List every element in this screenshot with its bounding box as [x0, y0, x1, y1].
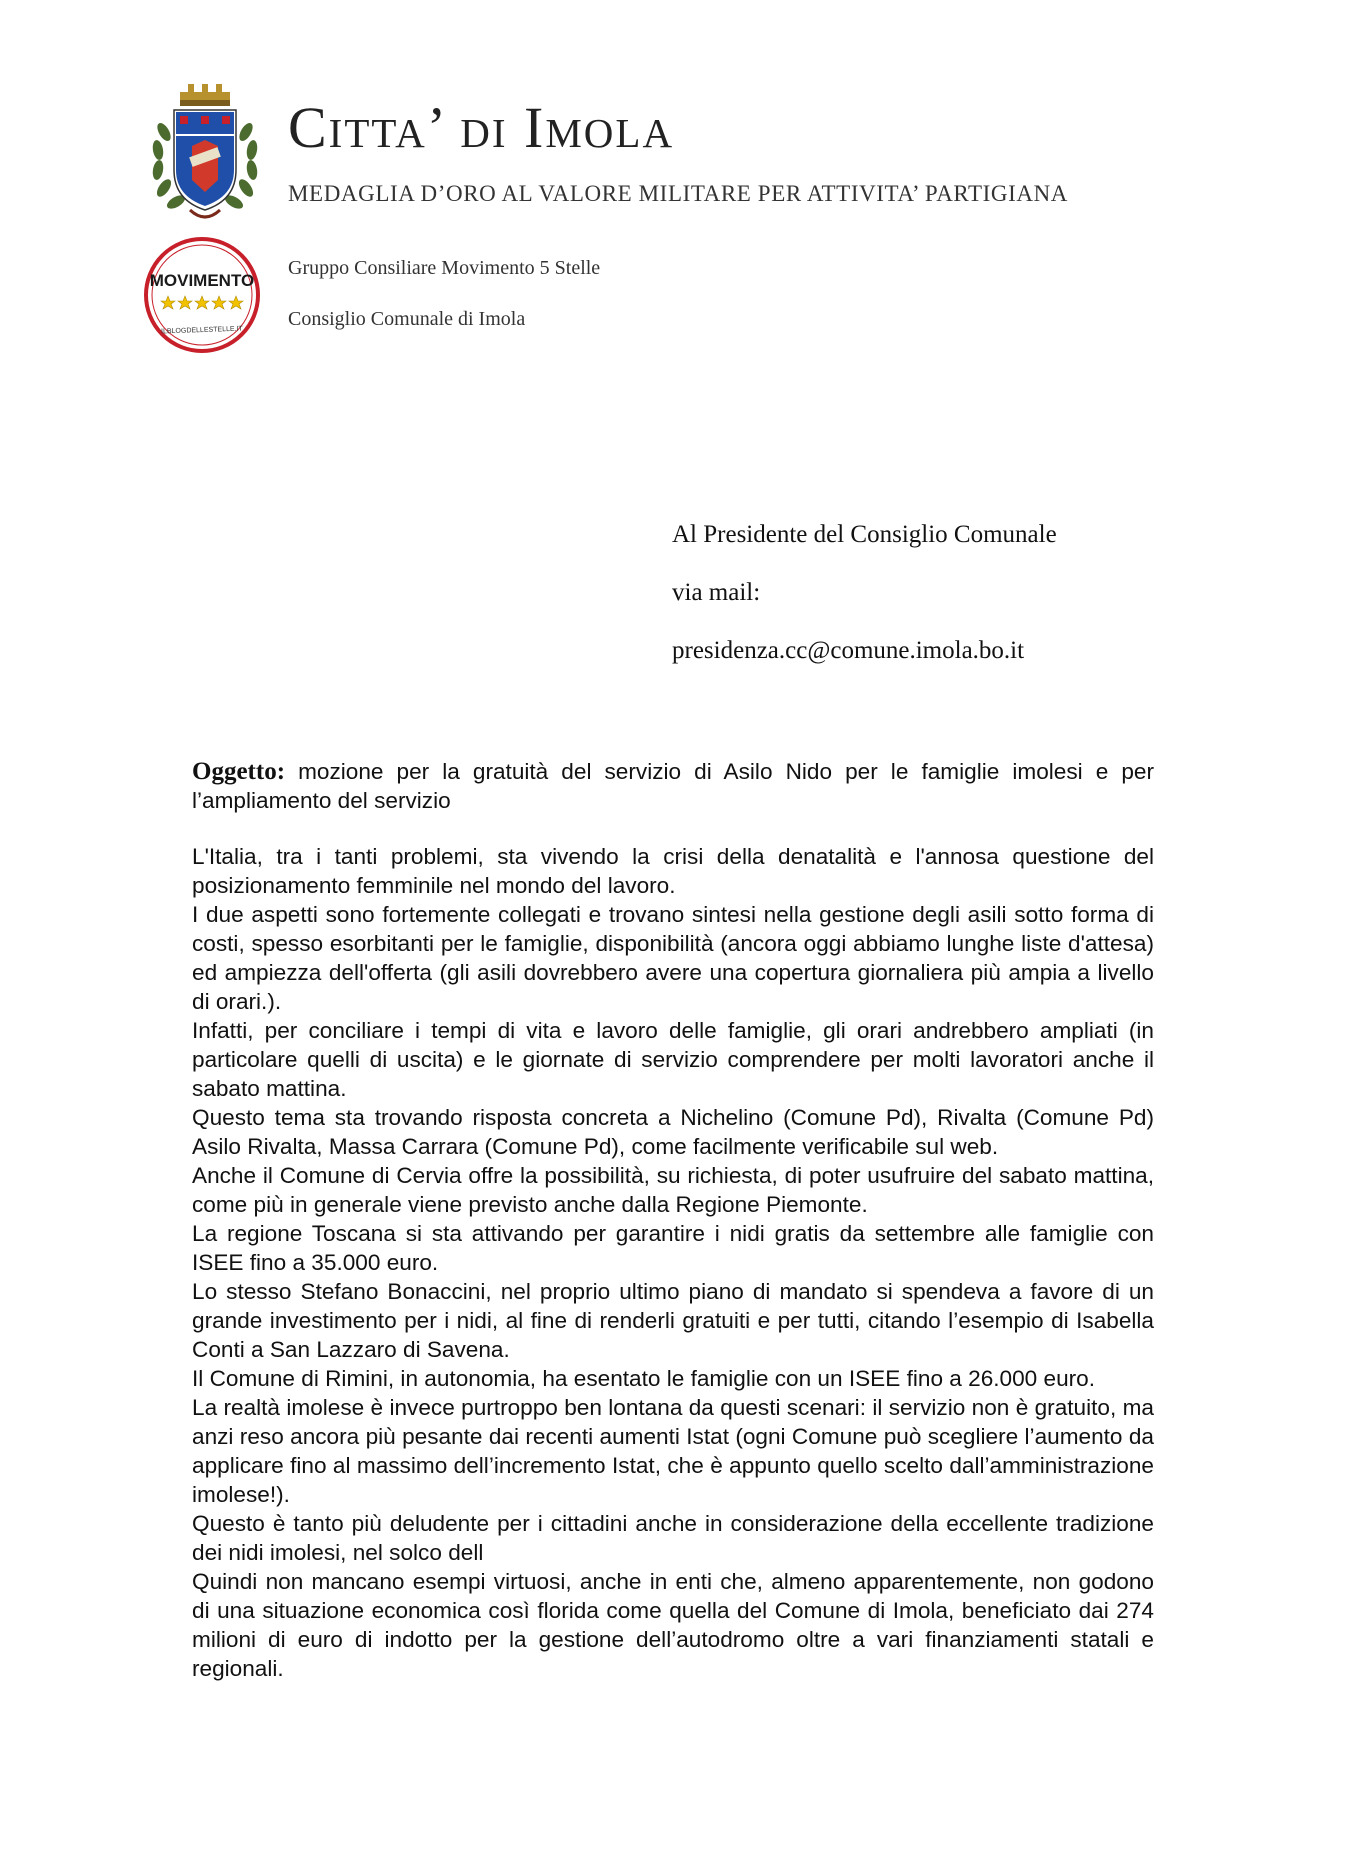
paragraph: Infatti, per conciliare i tempi di vita e lavoro delle famiglie, gli orari andrebbero ampliati (in particolare quelli di uscita) e le giornate di servizio comprendere per molti lavoratori anche il sabato mattina.	[192, 1018, 1154, 1101]
council-name: Consiglio Comunale di Imola	[288, 308, 526, 330]
recipient-line-president: Al Presidente del Consiglio Comunale	[672, 521, 1057, 548]
subject-text: mozione per la gratuità del servizio di Asilo Nido per le famiglie imolesi e per l’ampliamento del servizio	[192, 759, 1154, 813]
paragraph: Questo è tanto più deludente per i cittadini anche in considerazione della eccellente tradizione dei nidi imolesi, nel solco dell	[192, 1511, 1154, 1565]
paragraph: Quindi non mancano esempi virtuosi, anche in enti che, almeno apparentemente, non godono di una situazione economica così florida come quella del Comune di Imola, beneficiato dai 274 milioni di euro di indotto per la gestione dell’autodromo oltre a vari finanziamenti statali e regionali.	[192, 1569, 1154, 1681]
paragraph: L'Italia, tra i tanti problemi, sta vivendo la crisi della denatalità e l'annosa questione del posizionamento femminile nel mondo del lavoro.	[192, 844, 1154, 898]
council-group-name: Gruppo Consiliare Movimento 5 Stelle	[288, 257, 601, 279]
recipient-line-via-mail: via mail:	[672, 579, 761, 606]
paragraph: La realtà imolese è invece purtroppo ben lontana da questi scenari: il servizio non è gratuito, ma anzi reso ancora più pesante dai recenti aumenti Istat (ogni Comune può scegliere l’aumento da applicare fino al massimo dell’incremento Istat, che è appunto quello scelto dall’amministrazione imolese!).	[192, 1395, 1154, 1507]
medal-subtitle: MEDAGLIA D’ORO AL VALORE MILITARE PER ATTIVITA’ PARTIGIANA	[288, 181, 1068, 206]
recipient-email: presidenza.cc@comune.imola.bo.it	[672, 637, 1025, 664]
imola-coat-of-arms-icon	[150, 82, 260, 224]
city-title: Citta’ di Imola	[288, 95, 675, 160]
recipient-block	[672, 520, 1057, 694]
subject-label: Oggetto:	[192, 758, 286, 785]
subject-line	[192, 757, 1154, 815]
body-text	[192, 842, 1154, 1683]
m5s-logo-text: MOVIMENTO	[149, 271, 255, 290]
paragraph: I due aspetti sono fortemente collegati e trovano sintesi nella gestione degli asili sotto forma di costi, spesso esorbitanti per le famiglie, disponibilità (ancora oggi abbiamo lunghe liste d'attesa) ed ampiezza dell'offerta (gli asili dovrebbero avere una copertura giornaliera più ampia a livello di orari.).	[192, 902, 1154, 1014]
paragraph: Anche il Comune di Cervia offre la possibilità, su richiesta, di poter usufruire del sabato mattina, come più in generale viene previsto anche dalla Regione Piemonte.	[192, 1163, 1154, 1217]
m5s-logo-url: ILBLOGDELLESTELLE.IT	[160, 325, 243, 336]
movimento-5-stelle-logo-icon	[143, 236, 261, 354]
paragraph: Questo tema sta trovando risposta concreta a Nichelino (Comune Pd), Rivalta (Comune Pd) Asilo Rivalta, Massa Carrara (Comune Pd), come facilmente verificabile sul web.	[192, 1105, 1154, 1159]
paragraph: Lo stesso Stefano Bonaccini, nel proprio ultimo piano di mandato si spendeva a favore di un grande investimento per i nidi, al fine di renderli gratuiti e per tutti, citando l’esempio di Isabella Conti a San Lazzaro di Savena.	[192, 1279, 1154, 1362]
paragraph: Il Comune di Rimini, in autonomia, ha esentato le famiglie con un ISEE fino a 26.000 euro.	[192, 1366, 1096, 1391]
paragraph: La regione Toscana si sta attivando per garantire i nidi gratis da settembre alle famiglie con ISEE fino a 35.000 euro.	[192, 1221, 1154, 1275]
